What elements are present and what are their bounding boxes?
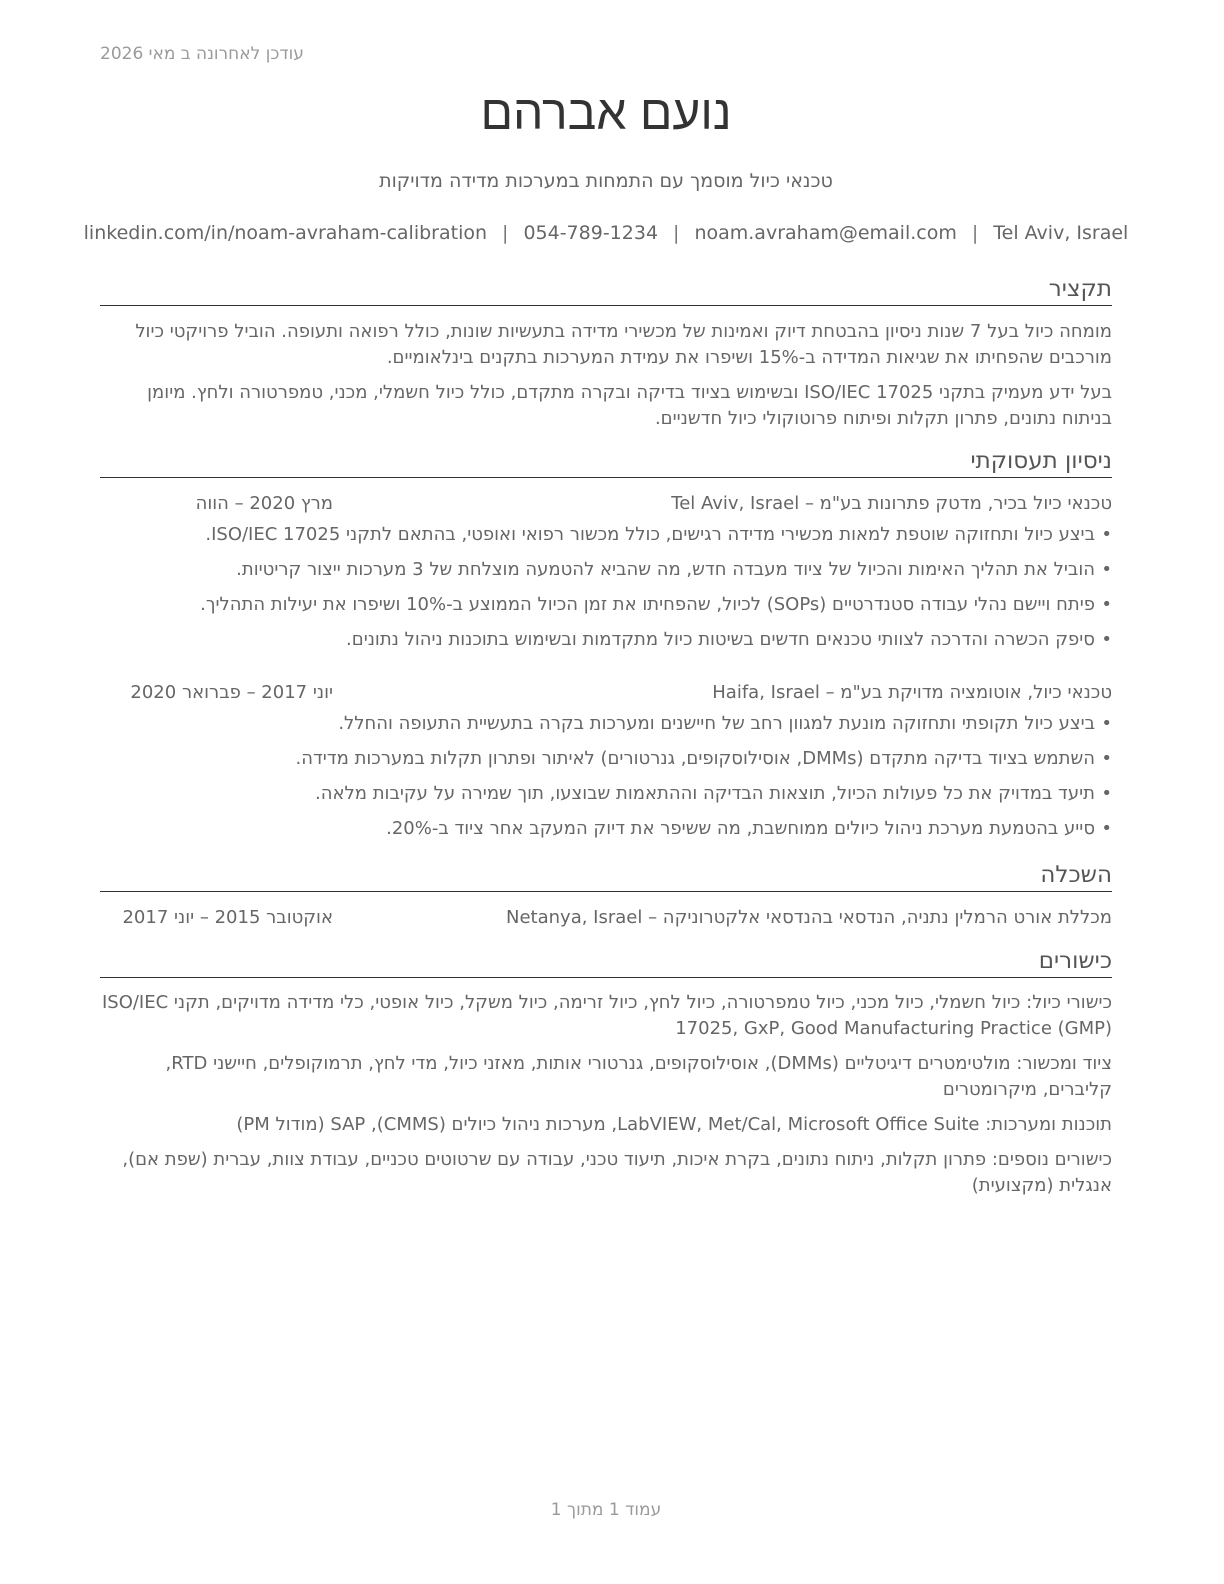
job-bullets	[100, 711, 1112, 851]
contact-line	[83, 222, 1129, 244]
contact-separator: |	[502, 222, 509, 244]
section-title-experience: ניסיון תעסוקתי	[100, 446, 1112, 478]
summary-body	[100, 319, 1112, 432]
section-title-summary: תקציר	[100, 274, 1112, 306]
bullet-text: ביצע כיול ותחזוקה שוטפת למאות מכשירי מדידה רגישים, כולל מכשור רפואי ואופטי, בהתאם לתקני ISO/IEC 17025.	[205, 524, 1095, 545]
skills-line: תוכנות ומערכות: LabVIEW, Met/Cal, Microsoft Office Suite, מערכות ניהול כיולים (CMMS), SAP (מודול PM)	[236, 1114, 1112, 1135]
summary-paragraph: בעל ידע מעמיק בתקני ISO/IEC 17025 ובשימוש בציוד בדיקה ובקרה מתקדם, כולל כיול חשמלי, מכני, טמפרטורה ולחץ. מיומן בניתוח נתונים, פתרון תקלות ופיתוח פרוטוקולי כיול חדשניים.	[147, 382, 1112, 429]
summary-paragraph: מומחה כיול בעל 7 שנות ניסיון בהבטחת דיוק ואמינות של מכשירי מדידה בתעשיות שונות, כולל רפואה ותעופה. הוביל פרויקטי כיול מורכבים שהפחיתו את שגיאות המדידה ב-15% ושיפרו את עמידת המערכות בתקנים בינלאומיים.	[135, 321, 1112, 368]
contact-location: Tel Aviv, Israel	[993, 222, 1129, 244]
bullet-icon: •	[1101, 748, 1112, 769]
bullet-text: הוביל את תהליך האימות והכיול של ציוד מעבדה חדש, מה שהביא להטמעה מוצלחת של 3 מערכות ייצור קריטיות.	[236, 559, 1095, 580]
section-title-education: השכלה	[100, 860, 1112, 892]
bullet-text: השתמש בציוד בדיקה מתקדם (DMMs, אוסילוסקופים, גנרטורים) לאיתור ופתרון תקלות במערכות מדידה.	[295, 748, 1095, 769]
bullet-icon: •	[1101, 783, 1112, 804]
bullet-text: ביצע כיול תקופתי ותחזוקה מונעת למגוון רחב של חיישנים ומערכות בקרה בתעשיית התעופה והחלל.	[338, 713, 1095, 734]
last-updated-text: עודכן לאחרונה ב מאי 2026	[100, 44, 304, 64]
bullet-icon: •	[1101, 524, 1112, 545]
skills-body	[100, 990, 1112, 1208]
list-item	[100, 522, 1112, 557]
bullet-icon: •	[1101, 594, 1112, 615]
candidate-name: נועם אברהם	[480, 87, 732, 140]
list-item	[100, 816, 1112, 851]
bullet-icon: •	[1101, 713, 1112, 734]
list-item	[100, 627, 1112, 662]
education-heading: מכללת אורט הרמלין נתניה, הנדסאי בהנדסאי אלקטרוניקה – Netanya, Israel	[506, 907, 1112, 928]
list-item	[100, 557, 1112, 592]
contact-phone: 054-789-1234	[523, 222, 659, 244]
contact-separator: |	[971, 222, 979, 244]
job-title: טכנאי כיול, אוטומציה מדויקת בע"מ – Haifa, Israel	[712, 682, 1112, 703]
contact-separator: |	[673, 222, 680, 244]
bullet-text: סייע בהטמעת מערכת ניהול כיולים ממוחשבת, מה ששיפר את דיוק המעקב אחר ציוד ב-20%.	[386, 818, 1095, 839]
bullet-text: סיפק הכשרה והדרכה לצוותי טכנאים חדשים בשיטות כיול מתקדמות ובשימוש בתוכנות ניהול נתונים.	[346, 629, 1095, 650]
list-item	[100, 746, 1112, 781]
resume-page	[83, 0, 1129, 1584]
job-dates: מרץ 2020 – הווה	[195, 493, 333, 514]
section-title-skills: כישורים	[100, 946, 1112, 978]
list-item	[100, 711, 1112, 746]
bullet-icon: •	[1101, 629, 1112, 650]
contact-linkedin-link[interactable]: linkedin.com/in/noam-avraham-calibration	[83, 222, 488, 244]
contact-email-link[interactable]: noam.avraham@email.com	[694, 222, 957, 244]
skills-line: כישורי כיול: כיול חשמלי, כיול מכני, כיול טמפרטורה, כיול לחץ, כיול זרימה, כיול משקל, כיול אופטי, כלי מדידה מדויקים, תקני ISO/IEC 17025, GxP, Good Manufacturing Practice (GMP)	[101, 992, 1112, 1039]
bullet-icon: •	[1101, 559, 1112, 580]
candidate-subtitle: טכנאי כיול מוסמך עם התמחות במערכות מדידה מדויקות	[379, 170, 833, 192]
list-item	[100, 781, 1112, 816]
skills-line: ציוד ומכשור: מולטימטרים דיגיטליים (DMMs), אוסילוסקופים, גנרטורי אותות, מאזני כיול, מדי לחץ, תרמוקופלים, חיישני RTD, קליברים, מיקרומטרים	[165, 1053, 1112, 1100]
job-dates: יוני 2017 – פברואר 2020	[130, 682, 333, 703]
education-dates: אוקטובר 2015 – יוני 2017	[122, 907, 333, 928]
job-bullets	[100, 522, 1112, 662]
page-number: עמוד 1 מתוך 1	[550, 1500, 662, 1520]
list-item	[100, 592, 1112, 627]
bullet-text: תיעד במדויק את כל פעולות הכיול, תוצאות הבדיקה וההתאמות שבוצעו, תוך שמירה על עקיבות מלאה.	[315, 783, 1095, 804]
skills-line: כישורים נוספים: פתרון תקלות, ניתוח נתונים, בקרת איכות, תיעוד טכני, עבודה עם שרטוטים טכניים, עבודת צוות, עברית (שפת אם), אנגלית (מקצועית)	[122, 1149, 1112, 1196]
bullet-text: פיתח ויישם נהלי עבודה סטנדרטיים (SOPs) לכיול, שהפחיתו את זמן הכיול הממוצע ב-10% ושיפרו את יעילות התהליך.	[200, 594, 1095, 615]
bullet-icon: •	[1101, 818, 1112, 839]
job-title: טכנאי כיול בכיר, מדטק פתרונות בע"מ – Tel Aviv, Israel	[671, 493, 1112, 514]
